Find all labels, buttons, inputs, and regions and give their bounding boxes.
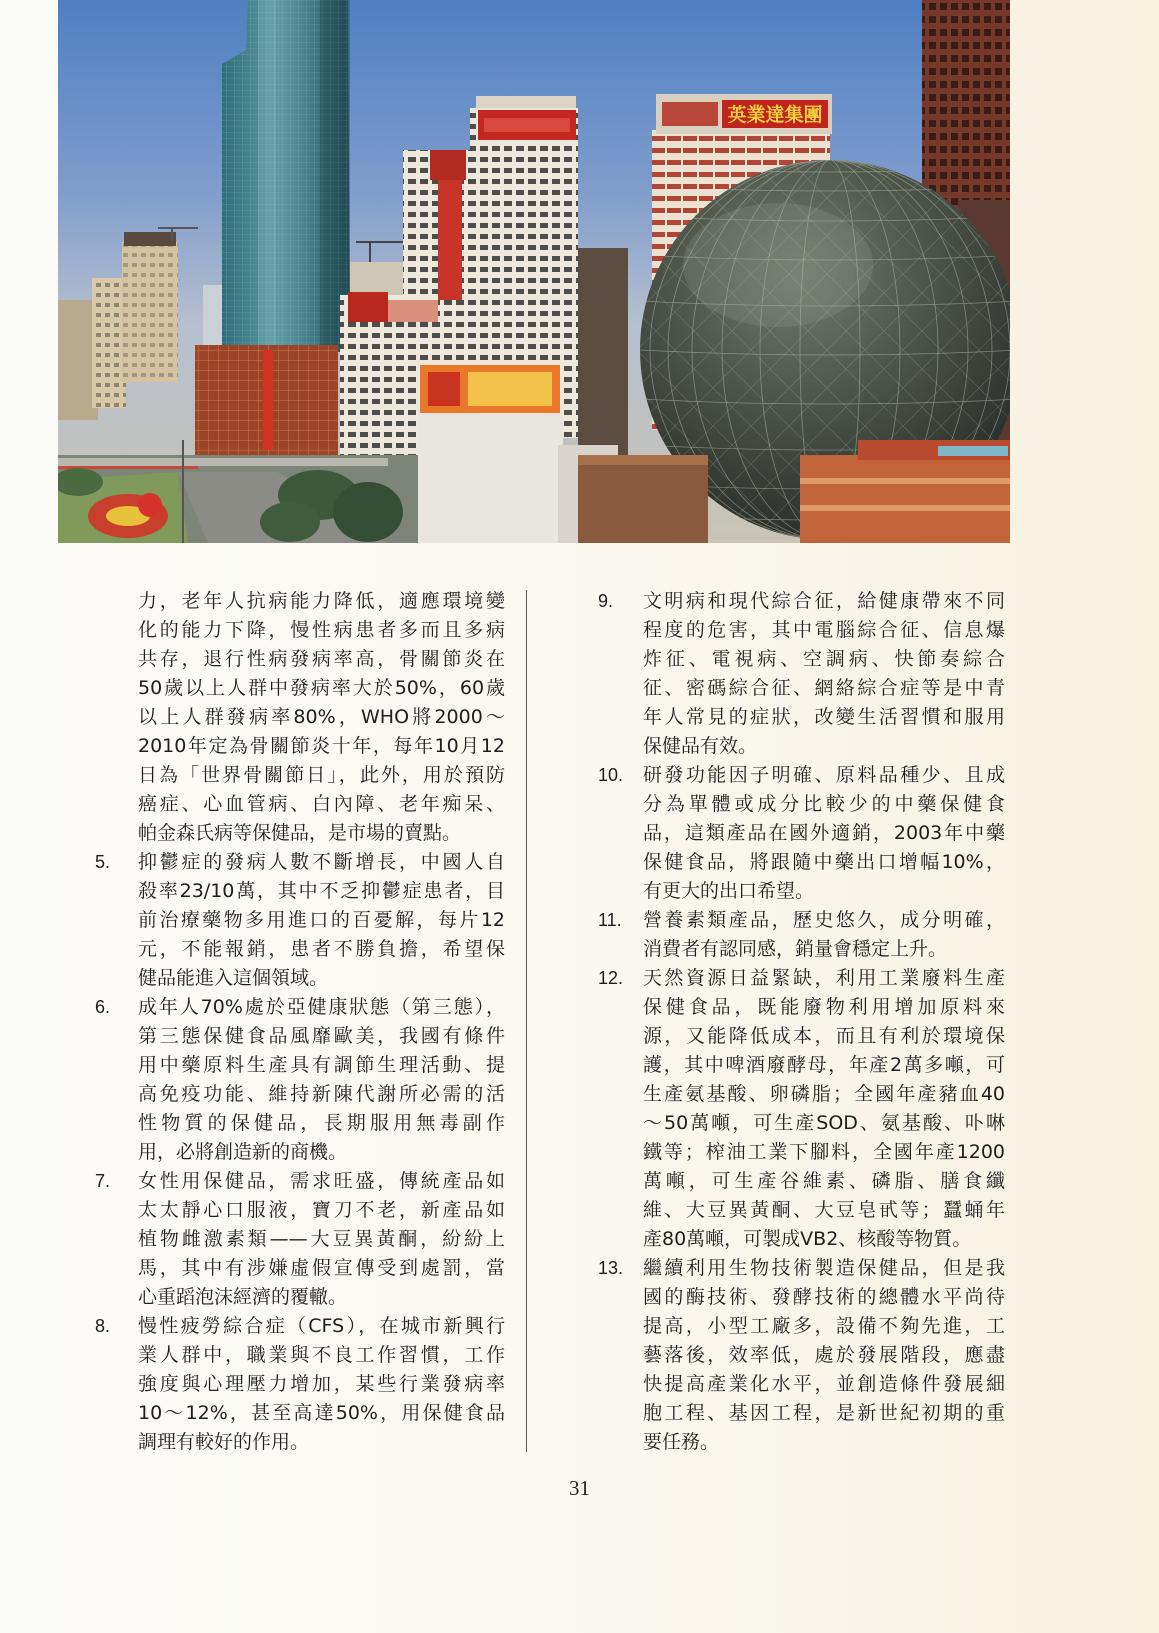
text-line: 保健食品，既能廢物利用增加原料來 xyxy=(643,996,1005,1018)
item-number: 9. xyxy=(598,591,614,611)
text-line: 化的能力下降，慢性病患者多而且多病 xyxy=(138,619,505,641)
text-line: 日為「世界骨關節日」，此外，用於預防 xyxy=(138,764,505,786)
text-line: 以上人群發病率80%，WHO將2000～ xyxy=(138,706,505,728)
text-line: 用中藥原料生產具有調節生理活動、提 xyxy=(138,1054,505,1076)
item-number: 7. xyxy=(95,1171,111,1191)
item-text xyxy=(643,1254,1005,1457)
text-line: 年人常見的症狀，改變生活習慣和服用 xyxy=(643,706,1005,728)
construction-building xyxy=(195,345,338,460)
item-number: 11. xyxy=(598,910,622,930)
text-line: 太太靜心口服液，寶刀不老，新產品如 xyxy=(138,1199,505,1221)
text-line: 殺率23/10萬，其中不乏抑鬱症患者，目 xyxy=(138,880,505,902)
text-line: 有更大的出口希望。 xyxy=(643,880,815,902)
text-line: 女性用保健品，需求旺盛，傳統產品如 xyxy=(138,1170,505,1192)
text-line: ～50萬噸，可生產SOD、氨基酸、卟啉 xyxy=(643,1112,1005,1134)
item-text xyxy=(138,848,505,993)
text-line: 天然資源日益緊缺，利用工業廢料生產 xyxy=(643,967,1005,989)
left-column xyxy=(95,587,505,1457)
text-line: 快提高產業化水平，並創造條件發展細 xyxy=(643,1373,1005,1395)
text-line: 業人群中，職業與不良工作習慣，工作 xyxy=(138,1344,505,1366)
text-line: 消費者有認同感，銷量會穩定上升。 xyxy=(643,938,948,960)
text-line: 馬，其中有涉嫌虛假宣傳受到處罰，當 xyxy=(138,1257,505,1279)
right-column xyxy=(598,587,1005,1457)
text-line: 研發功能因子明確、原料品種少、且成 xyxy=(643,764,1005,786)
list-item xyxy=(598,1254,1005,1457)
text-line: 植物雌激素類——大豆異黃酮，紛紛上 xyxy=(138,1228,505,1250)
text-line: 性物質的保健品，長期服用無毒副作 xyxy=(138,1112,505,1134)
text-line: 強度與心理壓力增加，某些行業發病率 xyxy=(138,1373,505,1395)
text-line: 品，這類產品在國外適銷，2003年中藥 xyxy=(643,822,1005,844)
list-item xyxy=(598,761,1005,906)
text-line: 藝落後，效率低，處於發展階段，應盡 xyxy=(643,1344,1005,1366)
item-number xyxy=(95,587,138,616)
text-line: 護，其中啤酒廢酵母，年產2萬多噸，可 xyxy=(643,1054,1005,1076)
item-text xyxy=(643,587,1005,761)
text-line: 帕金森氏病等保健品，是市場的賣點。 xyxy=(138,822,462,844)
text-line: 炸征、電視病、空調病、快節奏綜合 xyxy=(643,648,1005,670)
building-sign-text: 英業達集團 xyxy=(727,104,823,126)
item-text xyxy=(643,761,1005,906)
text-line: 鐵等；榨油工業下腳料，全國年產1200 xyxy=(643,1141,1005,1163)
item-number: 8. xyxy=(95,1316,111,1336)
text-line: 50歲以上人群中發病率大於50%，60歲 xyxy=(138,677,505,699)
text-line: 保健食品，將跟隨中藥出口增幅10%， xyxy=(643,851,1005,873)
text-line: 提高，小型工廠多，設備不夠先進，工 xyxy=(643,1315,1005,1337)
list-item xyxy=(95,1167,505,1312)
item-text xyxy=(138,587,505,848)
text-line: 產80萬噸，可製成VB2、核酸等物質。 xyxy=(643,1228,972,1250)
text-line: 保健品有效。 xyxy=(643,735,758,757)
list-item xyxy=(598,906,1005,964)
text-line: 高免疫功能、維持新陳代謝所必需的活 xyxy=(138,1083,505,1105)
item-text xyxy=(138,1167,505,1312)
list-item xyxy=(95,587,505,848)
text-line: 健品能進入這個領域。 xyxy=(138,967,329,989)
item-text xyxy=(643,906,1005,964)
text-line: 分為單體或成分比較少的中藥保健食 xyxy=(643,793,1005,815)
list-item xyxy=(95,1312,505,1457)
page-number: 31 xyxy=(569,1476,590,1500)
text-line: 營養素類產品，歷史悠久，成分明確， xyxy=(643,909,1005,931)
text-line: 力，老年人抗病能力降低，適應環境變 xyxy=(138,590,505,612)
text-line: 用，必將創造新的商機。 xyxy=(138,1141,348,1163)
text-line: 生產氨基酸、卵磷脂；全國年產豬血40 xyxy=(643,1083,1005,1105)
text-line: 10～12%，甚至高達50%，用保健食品 xyxy=(138,1402,505,1424)
item-text xyxy=(138,1312,505,1457)
list-item xyxy=(598,587,1005,761)
item-number: 5. xyxy=(95,852,111,872)
text-line: 元，不能報銷，患者不勝負擔，希望保 xyxy=(138,938,505,960)
text-line: 前治療藥物多用進口的百憂解，每片12 xyxy=(138,909,505,931)
text-line: 胞工程、基因工程，是新世紀初期的重 xyxy=(643,1402,1005,1424)
text-line: 源，又能降低成本，而且有利於環境保 xyxy=(643,1025,1005,1047)
item-number: 6. xyxy=(95,997,111,1017)
text-line: 維、大豆異黃酮、大豆皂甙等；蠶蛹年 xyxy=(643,1199,1005,1221)
cover-photo xyxy=(58,0,1010,543)
item-number: 12. xyxy=(598,968,624,988)
text-line: 程度的危害，其中電腦綜合征、信息爆 xyxy=(643,619,1005,641)
text-line: 第三態保健食品風靡歐美，我國有條件 xyxy=(138,1025,505,1047)
text-line: 慢性疲勞綜合症（CFS），在城市新興行 xyxy=(138,1315,505,1337)
text-line: 癌症、心血管病、白內障、老年痴呆、 xyxy=(138,793,505,815)
text-line: 文明病和現代綜合征，給健康帶來不同 xyxy=(643,590,1005,612)
item-number: 13. xyxy=(598,1258,624,1278)
text-line: 國的酶技術、發酵技術的總體水平尚待 xyxy=(643,1286,1005,1308)
text-line: 調理有較好的作用。 xyxy=(138,1431,310,1453)
list-item xyxy=(95,848,505,993)
item-text xyxy=(643,964,1005,1254)
item-number: 10. xyxy=(598,765,624,785)
list-item xyxy=(95,993,505,1167)
text-line: 心重蹈泡沫經濟的覆轍。 xyxy=(138,1286,348,1308)
list-item xyxy=(598,964,1005,1254)
text-line: 萬噸，可生產谷維素、磷脂、膳食纖 xyxy=(643,1170,1005,1192)
text-line: 共存，退行性病發病率高，骨關節炎在 xyxy=(138,648,505,670)
column-divider xyxy=(526,590,527,1452)
text-line: 繼續利用生物技術製造保健品，但是我 xyxy=(643,1257,1005,1279)
dark-building xyxy=(578,248,628,458)
item-text xyxy=(138,993,505,1167)
text-line: 2010年定為骨關節炎十年，每年10月12 xyxy=(138,735,505,757)
text-line: 成年人70%處於亞健康狀態（第三態）， xyxy=(138,996,505,1018)
text-line: 征、密碼綜合征、網絡綜合症等是中青 xyxy=(643,677,1005,699)
text-line: 抑鬱症的發病人數不斷增長，中國人自 xyxy=(138,851,505,873)
text-line: 要任務。 xyxy=(643,1431,720,1453)
